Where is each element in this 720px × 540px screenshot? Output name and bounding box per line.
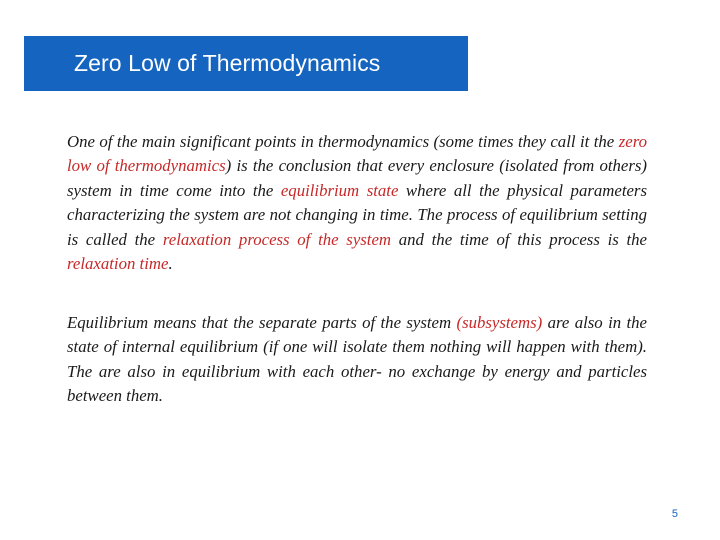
paragraph2-text-2: are also in the state of internal equilibrium (if one will isolate them nothing will happen with them). The are also in equilibrium with each other- no exchange by energy and particles between them. xyxy=(67,313,647,406)
paragraph-zero-law xyxy=(67,130,647,276)
paragraph2-text-1: Equilibrium means that the separate parts of the system xyxy=(67,313,457,332)
paragraph1-text-3: where all the physical parameters characterizing the system are not changing in time. The process of equilibrium setting is called the xyxy=(67,180,647,249)
highlight-equilibrium-state: equilibrium state xyxy=(280,180,399,200)
highlight-relaxation-time: relaxation time xyxy=(67,254,169,274)
paragraph-equilibrium xyxy=(67,311,647,409)
highlight-relaxation-process: relaxation process of the system xyxy=(162,229,392,249)
paragraph1-text-5: . xyxy=(168,254,173,274)
paragraph1-text-1: One of the main significant points in thermodynamics (some times they call it the xyxy=(67,132,619,151)
title-bar xyxy=(24,36,468,91)
highlight-subsystems: (subsystems) xyxy=(456,313,543,332)
highlight-zero-law-term: zero low of thermodynamics xyxy=(67,132,647,176)
paragraph1-text-2: ) is the conclusion that every enclosure (isolated from others) system in time come into the xyxy=(67,156,647,200)
paragraph1-text-4: and the time of this process is the xyxy=(391,229,647,249)
page-number: 5 xyxy=(671,508,678,520)
slide-title: Zero Low of Thermodynamics xyxy=(74,50,381,76)
